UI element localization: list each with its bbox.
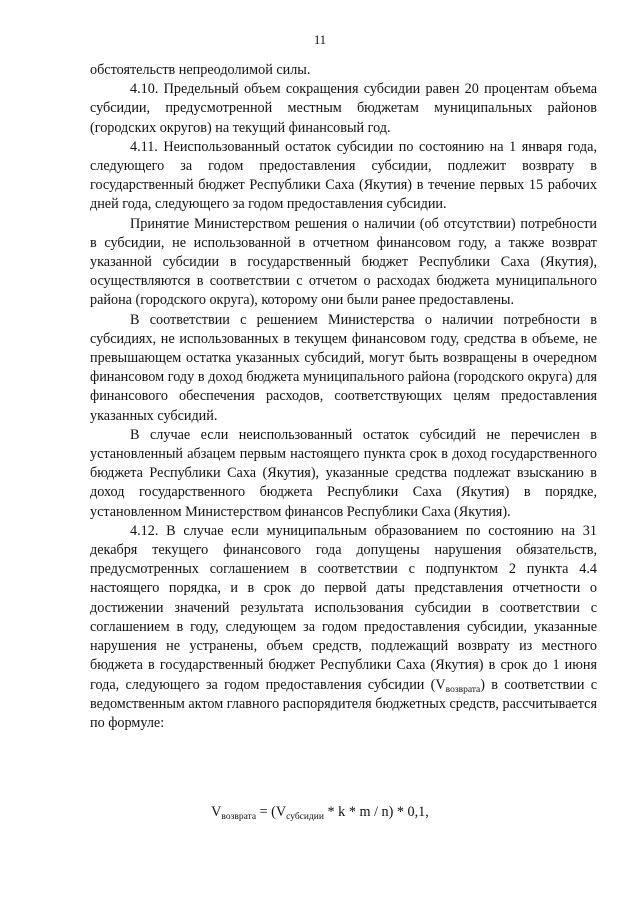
formula-subsidy-subscript: субсидии bbox=[286, 812, 324, 822]
paragraph-continuation: обстоятельств непреодолимой силы. bbox=[90, 62, 311, 78]
paragraph-4-10: 4.10. Предельный объем сокращения субсидии равен 20 процентам объема субсидии, предусмотренной местным бюджетам муниципальных районов (городских округов) на текущий финансовый год. bbox=[90, 81, 597, 136]
return-formula bbox=[0, 803, 640, 822]
paragraph-return-funds: В соответствии с решением Министерства о наличии потребности в субсидиях, не использованных в текущем финансовом году, средства в объеме, не превышающем остатка указанных субсидий, могут быть возвращены в очередном финансовом году в доход бюджета муниципального района (городского округа) для финансового обеспечения расходов, соответствующих целям предоставления указанных субсидий. bbox=[90, 311, 597, 424]
formula-equals: = (V bbox=[256, 804, 287, 820]
return-subscript: возврата bbox=[445, 684, 481, 695]
formula-v: V bbox=[211, 804, 222, 820]
paragraph-4-12-tail: ) в соответствии с ведомственным актом главного распорядителя бюджетных средств, рассчитывается по формуле: bbox=[90, 676, 597, 731]
paragraph-4-12 bbox=[90, 522, 597, 733]
paragraph-ministry-decision: Принятие Министерством решения о наличии (об отсутствии) потребности в субсидии, не использованной в отчетном финансовом году, а также возврат указанной субсидии в государственный бюджет Республики Саха (Якутия), осуществляются в соответствии с отчетом о расходах бюджета муниципального района (городского округа), которому они были ранее предоставлены. bbox=[90, 215, 597, 309]
page-number: 11 bbox=[313, 33, 327, 47]
body-text bbox=[90, 61, 597, 733]
paragraph-recovery: В случае если неиспользованный остаток субсидий не перечислен в установленный абзацем первым настоящего пункта срок в доход государственного бюджета Республики Саха (Якутия), указанные средства подлежат взысканию в доход государственного бюджета Республики Саха (Якутия) в порядке, установленном Министерством финансов Республики Саха (Якутия). bbox=[90, 426, 597, 520]
paragraph-4-11: 4.11. Неиспользованный остаток субсидии по состоянию на 1 января года, следующего за годом предоставления субсидии, подлежит возврату в государственный бюджет Республики Саха (Якутия) в течение первых 15 рабочих дней года, следующего за годом предоставления субсидии. bbox=[90, 138, 597, 213]
formula-rest: * k * m / n) * 0,1, bbox=[323, 804, 429, 820]
paragraph-4-12-text: 4.12. В случае если муниципальным образованием по состоянию на 31 декабря текущего финансового года допущены нарушения обязательств, предусмотренных соглашением в соответствии с подпунктом 2 пункта 4.4 настоящего порядка, и в срок до первой даты представления отчетности о достижении значений результата использования субсидии в соответствии с соглашением в году, следующем за годом предоставления субсидии, указанные нарушения не устранены, объем средств, подлежащий возврату из местного бюджета в государственный бюджет Республики Саха (Якутия) в срок до 1 июня года, следующего за годом предоставления субсидии (V bbox=[90, 522, 597, 693]
formula-v-subscript: возврата bbox=[221, 812, 257, 822]
